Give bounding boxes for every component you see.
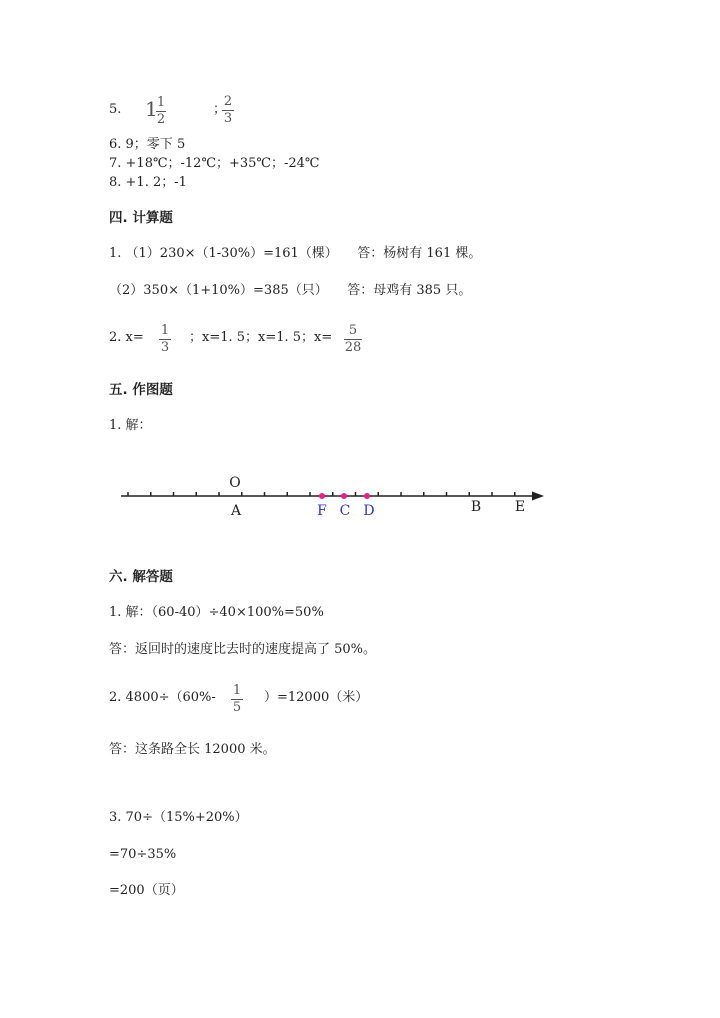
section-4-title: 四. 计算题: [109, 210, 173, 226]
q5-fraction: [222, 95, 234, 126]
label-d: D: [363, 503, 375, 519]
arrow-head-icon: [532, 492, 544, 501]
number-line: [0, 472, 720, 532]
sec6-frac-den: 5: [232, 700, 242, 715]
sec4-line-3-mid: ；x=1. 5；x=1. 5；x=: [189, 330, 333, 345]
sec4-f1-num: 1: [160, 323, 170, 338]
sec4-f1-den: 3: [160, 340, 170, 355]
q6-answer: 6. 9；零下 5: [109, 137, 186, 152]
q5-frac-den: 3: [223, 111, 233, 126]
label-c: C: [339, 503, 351, 519]
section-6-title: 六. 解答题: [109, 569, 173, 585]
sec4-line-1: 1. （1）230×（1-30%）=161（棵） 答：杨树有 161 棵。: [109, 246, 482, 261]
q5-mixed-whole: 1: [145, 97, 158, 121]
q5-label: 5.: [109, 102, 122, 117]
label-f: F: [317, 503, 327, 519]
sec4-line-3-prefix: 2. x=: [109, 330, 144, 345]
sec6-fraction: [231, 684, 243, 715]
label-e: E: [514, 499, 526, 515]
sec6-line-1: 1. 解：（60-40）÷40×100%=50%: [109, 605, 324, 620]
q5-mixed-num: 1: [156, 95, 166, 110]
sec4-fraction-2: [344, 324, 362, 355]
q7-answer: 7. +18℃；-12℃；+35℃；-24℃: [109, 156, 320, 171]
sec4-line-2: （2）350×（1+10%）=385（只） 答：母鸡有 385 只。: [109, 283, 472, 298]
sec6-line-3-prefix: 2. 4800÷（60%-: [109, 690, 216, 705]
label-o: O: [229, 475, 241, 491]
sec4-f2-num: 5: [348, 323, 358, 338]
sec4-f2-den: 28: [344, 340, 362, 355]
label-a: A: [230, 503, 242, 519]
section-5-title: 五. 作图题: [109, 382, 173, 398]
q5-separator: ；: [213, 102, 227, 117]
q5-frac-num: 2: [223, 94, 233, 109]
sec4-fraction-1: [159, 324, 171, 355]
sec5-line-1: 1. 解：: [109, 418, 152, 433]
marker-f: [319, 493, 325, 499]
q5-mixed-den: 2: [156, 112, 166, 127]
q5-mixed-fraction: [156, 96, 166, 127]
sec6-line-5: 3. 70÷（15%+20%）: [109, 810, 248, 825]
q8-answer: 8. +1. 2；-1: [109, 175, 187, 190]
label-b: B: [470, 499, 482, 515]
sec6-line-4: 答：这条路全长 12000 米。: [109, 742, 276, 757]
sec6-line-7: =200（页）: [109, 883, 184, 898]
marker-c: [341, 493, 347, 499]
sec6-line-6: =70÷35%: [109, 847, 177, 862]
sec6-frac-num: 1: [232, 683, 242, 698]
sec6-line-3-suffix: ）=12000（米）: [264, 690, 369, 705]
sec6-line-2: 答：返回时的速度比去时的速度提高了 50%。: [109, 642, 377, 657]
marker-d: [364, 493, 370, 499]
